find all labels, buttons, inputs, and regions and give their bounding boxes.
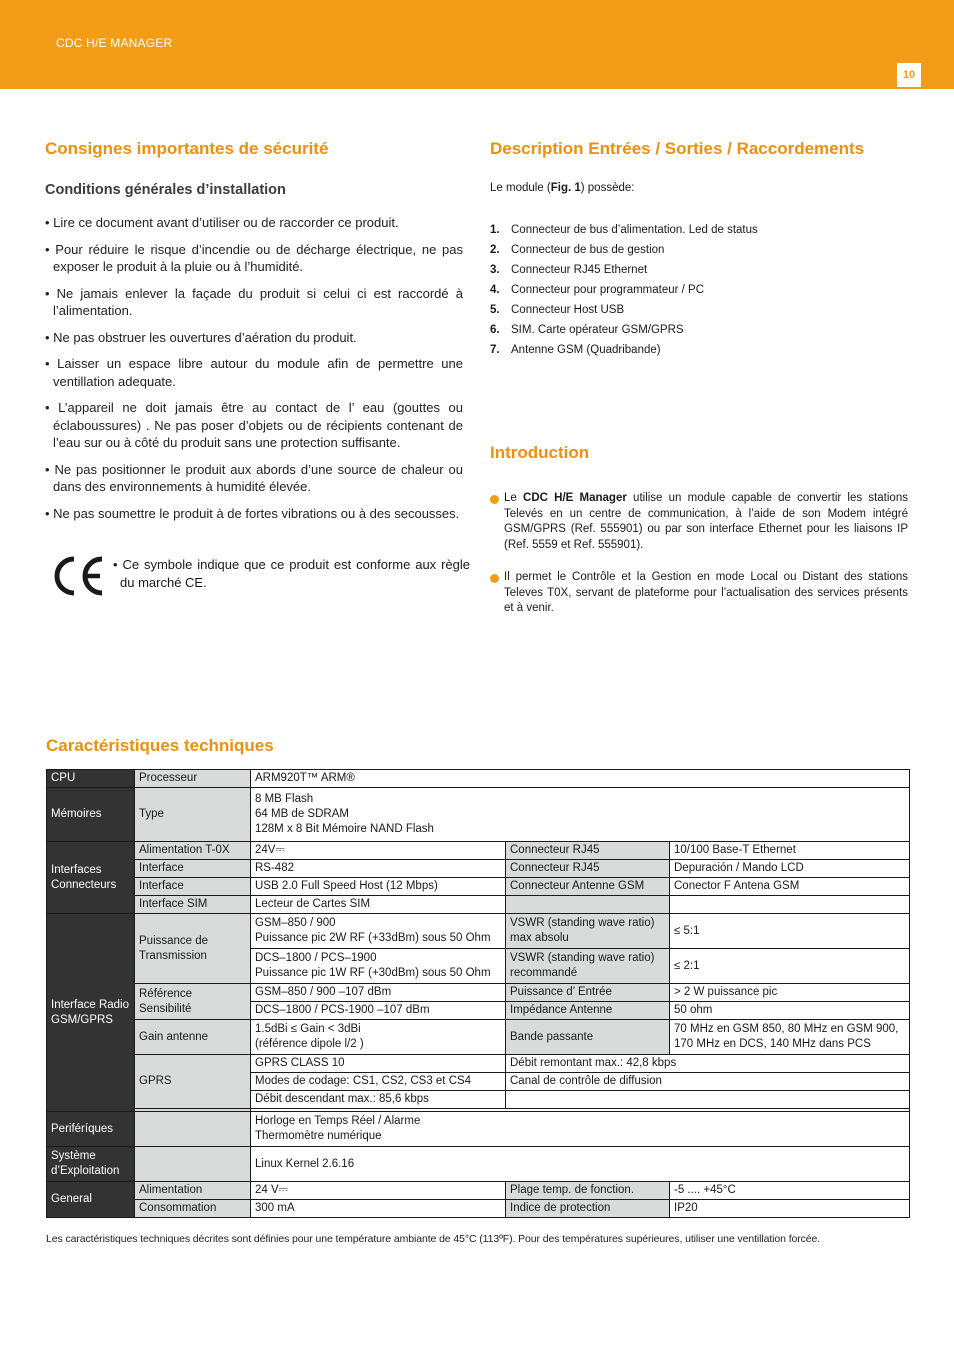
ce-mark-icon xyxy=(50,556,106,596)
spec-value: ≤ 5:1 xyxy=(670,914,910,949)
item-number: 4. xyxy=(490,284,500,296)
spec-label: Puissance de Transmission xyxy=(135,914,251,984)
spec-value: Canal de contrôle de diffusion xyxy=(506,1073,910,1091)
spec-value: 70 MHz en GSM 850, 80 MHz en GSM 900, 170 MHz en DCS, 140 MHz dans PCS xyxy=(670,1020,910,1055)
spec-label: GPRS xyxy=(135,1055,251,1109)
intro-text: utilise un module capable de convertir les stations Televés en un centre de communication, à l’aide de son Modem intégré GSM/GPRS (Ref. 555901) ou par son interface Ethernet pour les liaisons IP (Ref. 5559 et Ref. 555901). xyxy=(504,492,908,551)
spec-label: VSWR (standing wave ratio) recommandé xyxy=(506,949,670,984)
list-item xyxy=(490,220,758,240)
table-row xyxy=(47,1147,910,1182)
spec-category: Periféríques xyxy=(47,1112,135,1147)
intro-paragraph xyxy=(490,570,908,617)
spec-label: Type xyxy=(135,788,251,842)
spec-value: Conector F Antena GSM xyxy=(670,878,910,896)
table-row xyxy=(47,842,910,860)
spec-label: Alimentation xyxy=(135,1182,251,1200)
spec-label xyxy=(135,1112,251,1147)
spec-value: DCS–1800 / PCS-1900 –107 dBm xyxy=(251,1002,506,1020)
spec-label: VSWR (standing wave ratio) max absolu xyxy=(506,914,670,949)
item-text: Connecteur de bus de gestion xyxy=(511,244,665,256)
spec-value: GPRS CLASS 10 xyxy=(251,1055,506,1073)
spec-value: GSM–850 / 900 –107 dBm xyxy=(251,984,506,1002)
intro-text: Il permet le Contrôle et la Gestion en mode Local ou Distant des stations Televes T0X, servant de plateforme pour l’actualisation des services présents et à venir. xyxy=(504,571,908,614)
spec-value: IP20 xyxy=(670,1200,910,1218)
spec-value: 50 ohm xyxy=(670,1002,910,1020)
table-row xyxy=(47,984,910,1002)
spec-value: RS-482 xyxy=(251,860,506,878)
spec-value xyxy=(670,896,910,914)
spec-label: Référence Sensibilité xyxy=(135,984,251,1020)
bullet-icon xyxy=(490,495,499,504)
spec-value: DCS–1800 / PCS–1900 Puissance pic 1W RF (+30dBm) sous 50 Ohm xyxy=(251,949,506,984)
spec-value: Horloge en Temps Réel / Alarme Thermomètre numérique xyxy=(251,1112,910,1147)
item-text: Connecteur de bus d’alimentation. Led de status xyxy=(511,224,758,236)
item-number: 1. xyxy=(490,224,500,236)
spec-label: Gain antenne xyxy=(135,1020,251,1055)
document-title: CDC H/E MANAGER xyxy=(56,36,173,50)
table-row xyxy=(47,1055,910,1073)
table-row xyxy=(47,1020,910,1055)
list-item xyxy=(490,340,758,360)
safety-title: Consignes importantes de sécurité xyxy=(45,139,329,158)
introduction-title: Introduction xyxy=(490,443,590,462)
page-number: 10 xyxy=(897,63,921,87)
list-item: • Ne pas positionner le produit aux abords d’une source de chaleur ou dans des environnements à humidité élevée. xyxy=(45,461,463,494)
spec-value: Lecteur de Cartes SIM xyxy=(251,896,506,914)
table-row xyxy=(47,1200,910,1218)
spec-value: > 2 W puissance pic xyxy=(670,984,910,1002)
item-text: Antenne GSM (Quadribande) xyxy=(511,344,661,356)
table-row xyxy=(47,1112,910,1147)
table-row xyxy=(47,878,910,896)
table-row xyxy=(47,896,910,914)
list-item: • Pour réduire le risque d’incendie ou de décharge électrique, ne pas exposer le produit à la pluie ou à l’humidité. xyxy=(45,241,463,274)
table-row xyxy=(47,860,910,878)
spec-label: Indice de protection xyxy=(506,1200,670,1218)
table-row xyxy=(47,1182,910,1200)
spec-label: Connecteur Antenne GSM xyxy=(506,878,670,896)
spec-value: 300 mA xyxy=(251,1200,506,1218)
item-number: 7. xyxy=(490,344,500,356)
spec-label: Processeur xyxy=(135,770,251,788)
spec-label: Alimentation T-0X xyxy=(135,842,251,860)
spec-value: Modes de codage: CS1, CS2, CS3 et CS4 xyxy=(251,1073,506,1091)
intro-text: Le xyxy=(504,492,524,504)
safety-list xyxy=(45,214,463,531)
spec-value: 24 V⎓ xyxy=(251,1182,506,1200)
spec-value: -5 .... +45°C xyxy=(670,1182,910,1200)
spec-label: Interface SIM xyxy=(135,896,251,914)
list-item xyxy=(490,300,758,320)
spec-category: General xyxy=(47,1182,135,1218)
spec-value: Débit remontant max.: 42,8 kbps xyxy=(506,1055,910,1073)
spec-value: Débit descendant max.: 85,6 kbps xyxy=(251,1091,506,1109)
intro-text: Le module ( xyxy=(490,182,551,194)
list-item: • Lire ce document avant d’utiliser ou de raccorder ce produit. xyxy=(45,215,399,230)
spec-label: Connecteur RJ45 xyxy=(506,860,670,878)
spec-label: Plage temp. de fonction. xyxy=(506,1182,670,1200)
item-text: SIM. Carte opérateur GSM/GPRS xyxy=(511,324,684,336)
list-item: • L’appareil ne doit jamais être au contact de l’ eau (gouttes ou éclaboussures) . Ne pas poser d’objets ou de récipients contenant de l’eau sur ou à côté du produit sans une protection suffisante. xyxy=(45,400,463,450)
page-header xyxy=(0,0,954,89)
item-text: Connecteur Host USB xyxy=(511,304,625,316)
list-item: • Ne pas obstruer les ouvertures d’aération du produit. xyxy=(45,329,357,345)
item-number: 3. xyxy=(490,264,500,276)
spec-category: Système d’Exploitation xyxy=(47,1147,135,1182)
specs-footnote: Les caractéristiques techniques décrites sont définies pour une température ambiante de 45°C (113ºF). Pour des températures supérieures, utiliser une ventillation forcée. xyxy=(46,1233,821,1245)
spec-label xyxy=(135,1147,251,1182)
specs-title: Caractéristiques techniques xyxy=(46,736,274,755)
spec-label: Impédance Antenne xyxy=(506,1002,670,1020)
spec-label: Interface xyxy=(135,860,251,878)
list-item xyxy=(490,240,758,260)
spec-label: Consommation xyxy=(135,1200,251,1218)
spec-label: Connecteur RJ45 xyxy=(506,842,670,860)
list-item xyxy=(490,260,758,280)
spec-value: 10/100 Base-T Ethernet xyxy=(670,842,910,860)
product-name: CDC H/E Manager xyxy=(523,492,627,504)
item-text: Connecteur pour programmateur / PC xyxy=(511,284,705,296)
intro-paragraph xyxy=(490,491,908,553)
spec-value: GSM–850 / 900 Puissance pic 2W RF (+33dBm) sous 50 Ohm xyxy=(251,914,506,949)
spec-value xyxy=(506,1091,910,1109)
spec-value: 8 MB Flash 64 MB de SDRAM 128M x 8 Bit Mémoire NAND Flash xyxy=(251,788,910,842)
table-row xyxy=(47,770,910,788)
item-number: 5. xyxy=(490,304,500,316)
module-intro xyxy=(490,182,634,194)
fig-reference: Fig. 1 xyxy=(550,182,581,194)
spec-value: Linux Kernel 2.6.16 xyxy=(251,1147,910,1182)
specs-table xyxy=(46,769,910,1218)
spec-value: Depuración / Mando LCD xyxy=(670,860,910,878)
io-title: Description Entrées / Sorties / Raccordements xyxy=(490,139,865,158)
spec-category: Mémoires xyxy=(47,788,135,842)
safety-subtitle: Conditions générales d’installation xyxy=(45,182,286,198)
spec-label: Puissance d’ Entrée xyxy=(506,984,670,1002)
spec-value: 1.5dBi ≤ Gain < 3dBi (référence dipole l/2 ) xyxy=(251,1020,506,1055)
spec-label: Bande passante xyxy=(506,1020,670,1055)
spec-value: USB 2.0 Full Speed Host (12 Mbps) xyxy=(251,878,506,896)
list-item xyxy=(490,280,758,300)
intro-text: ) possède: xyxy=(580,182,635,194)
list-item xyxy=(490,320,758,340)
table-row xyxy=(47,914,910,949)
list-item: • Laisser un espace libre autour du module afin de permettre une ventillation adequate. xyxy=(45,356,463,389)
spec-label xyxy=(506,896,670,914)
spec-category: Interfaces Connecteurs xyxy=(47,842,135,914)
item-text: Connecteur RJ45 Ethernet xyxy=(511,264,648,276)
list-item: • Ne jamais enlever la façade du produit si celui ci est raccordé à l’alimentation. xyxy=(45,285,463,318)
spec-value: ≤ 2:1 xyxy=(670,949,910,984)
item-number: 6. xyxy=(490,324,500,336)
item-number: 2. xyxy=(490,244,500,256)
spec-label: Interface xyxy=(135,878,251,896)
spec-category: CPU xyxy=(47,770,135,788)
ce-description: • Ce symbole indique que ce produit est conforme aux règle du marché CE. xyxy=(113,557,470,590)
spec-value: ARM920T™ ARM® xyxy=(251,770,910,788)
spec-category: Interface Radio GSM/GPRS xyxy=(47,914,135,1112)
connector-list xyxy=(490,220,758,360)
spec-value: 24V⎓ xyxy=(251,842,506,860)
list-item: • Ne pas soumettre le produit à de fortes vibrations ou à des secousses. xyxy=(45,505,460,521)
bullet-icon xyxy=(490,574,499,583)
table-row xyxy=(47,788,910,842)
